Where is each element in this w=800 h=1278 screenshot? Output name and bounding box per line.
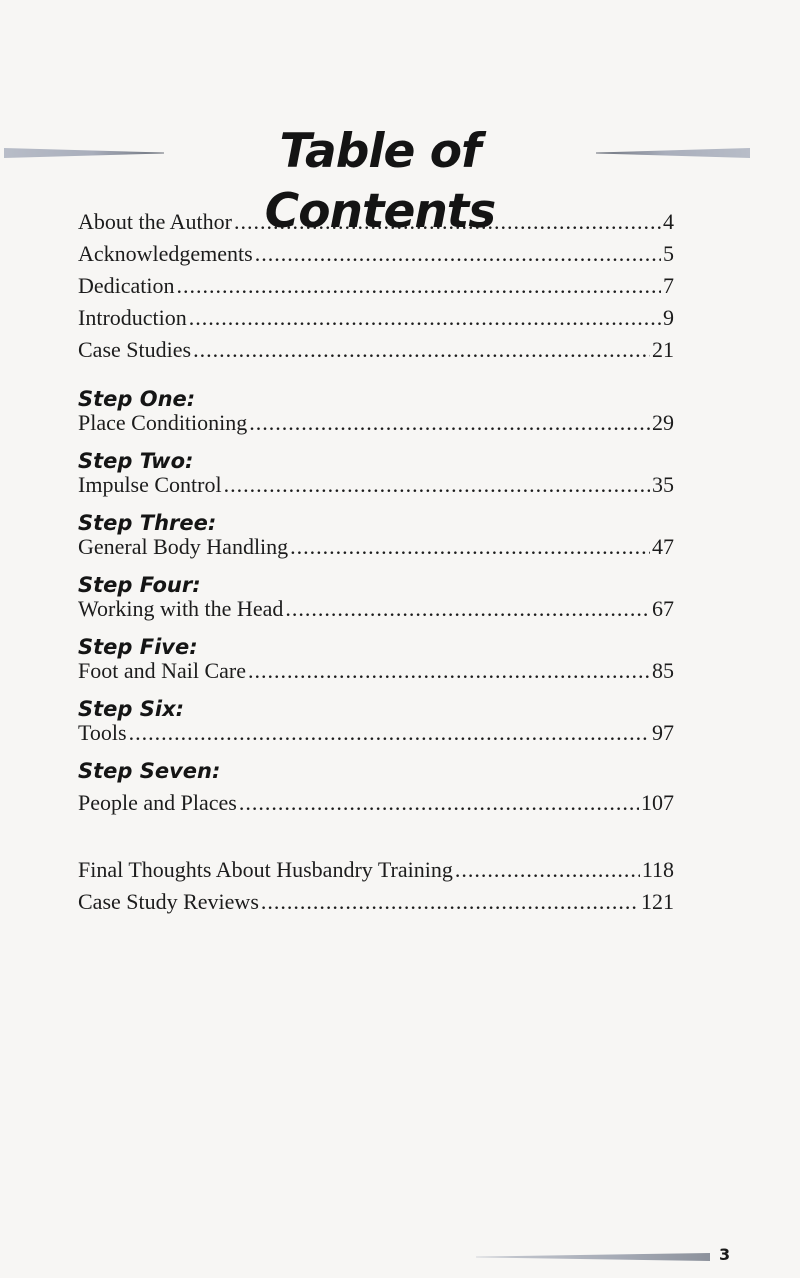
dot-leader — [189, 302, 661, 334]
toc-entry-page: 118 — [641, 857, 674, 882]
toc-entry-page: 35 — [652, 472, 674, 497]
toc-entry-case-study-reviews[interactable] — [78, 886, 674, 918]
toc-entry-label: Working with the Head — [78, 596, 284, 621]
toc-entry-page: 67 — [652, 596, 674, 621]
dot-leader — [290, 534, 650, 560]
page-number: 3 — [719, 1245, 731, 1264]
table-of-contents — [78, 206, 674, 918]
page-title: Table of Contents — [264, 124, 496, 239]
toc-entry-final-thoughts[interactable] — [78, 854, 674, 886]
step-heading: Step Seven: — [78, 759, 221, 783]
toc-entry-label: Acknowledgements — [78, 241, 253, 266]
toc-entry-page: 7 — [663, 273, 674, 298]
toc-entry-page: 107 — [641, 790, 674, 815]
toc-entry-label: Case Studies — [78, 337, 192, 362]
dot-leader — [239, 790, 639, 816]
toc-entry-page: 85 — [652, 658, 674, 683]
step-five-block — [78, 636, 674, 684]
toc-entry-label: Dedication — [78, 273, 175, 298]
toc-entry-label: Foot and Nail Care — [78, 658, 247, 683]
step-heading: Step Five: — [78, 635, 198, 659]
step-seven-block — [78, 760, 674, 816]
dot-leader — [234, 206, 661, 238]
toc-entry-tools[interactable] — [78, 720, 674, 746]
toc-entry-label: Final Thoughts About Husbandry Training — [78, 857, 453, 882]
step-one-block — [78, 388, 674, 436]
toc-entry-case-studies[interactable] — [78, 334, 674, 366]
toc-entry-acknowledgements[interactable] — [78, 238, 674, 270]
toc-entry-label: Place Conditioning — [78, 410, 248, 435]
step-four-block — [78, 574, 674, 622]
step-six-block — [78, 698, 674, 746]
toc-entry-people-places[interactable] — [78, 790, 674, 816]
dot-leader — [224, 472, 650, 498]
toc-entry-introduction[interactable] — [78, 302, 674, 334]
toc-entry-foot-nail-care[interactable] — [78, 658, 674, 684]
step-heading: Step Two: — [78, 449, 194, 473]
title-rule-right — [596, 148, 750, 158]
toc-entry-label: General Body Handling — [78, 534, 289, 559]
toc-entry-page: 47 — [652, 534, 674, 559]
toc-entry-label: Introduction — [78, 305, 187, 330]
dot-leader — [261, 886, 639, 918]
dot-leader — [285, 596, 650, 622]
toc-entry-page: 9 — [663, 305, 674, 330]
step-heading: Step Six: — [78, 697, 185, 721]
toc-entry-general-body-handling[interactable] — [78, 534, 674, 560]
step-three-block — [78, 512, 674, 560]
toc-entry-page: 97 — [652, 720, 674, 745]
step-heading: Step One: — [78, 387, 196, 411]
step-heading: Step Three: — [78, 511, 217, 535]
toc-entry-working-with-head[interactable] — [78, 596, 674, 622]
toc-entry-about-author[interactable] — [78, 206, 674, 238]
toc-entry-place-conditioning[interactable] — [78, 410, 674, 436]
dot-leader — [129, 720, 650, 746]
toc-entry-page: 29 — [652, 410, 674, 435]
title-rule-left — [4, 148, 164, 158]
dot-leader — [455, 854, 640, 886]
toc-entry-label: About the Author — [78, 209, 232, 234]
dot-leader — [193, 334, 650, 366]
toc-entry-label: People and Places — [78, 790, 237, 815]
toc-entry-label: Tools — [78, 720, 127, 745]
toc-entry-page: 121 — [641, 889, 674, 914]
step-two-block — [78, 450, 674, 498]
toc-entry-page: 5 — [663, 241, 674, 266]
toc-entry-page: 21 — [652, 337, 674, 362]
toc-entry-page: 4 — [663, 209, 674, 234]
toc-entry-dedication[interactable] — [78, 270, 674, 302]
step-heading: Step Four: — [78, 573, 201, 597]
dot-leader — [248, 658, 650, 684]
dot-leader — [177, 270, 661, 302]
toc-entry-label: Impulse Control — [78, 472, 222, 497]
toc-entry-impulse-control[interactable] — [78, 472, 674, 498]
dot-leader — [249, 410, 650, 436]
footer-rule — [476, 1253, 710, 1261]
dot-leader — [255, 238, 661, 270]
toc-entry-label: Case Study Reviews — [78, 889, 259, 914]
